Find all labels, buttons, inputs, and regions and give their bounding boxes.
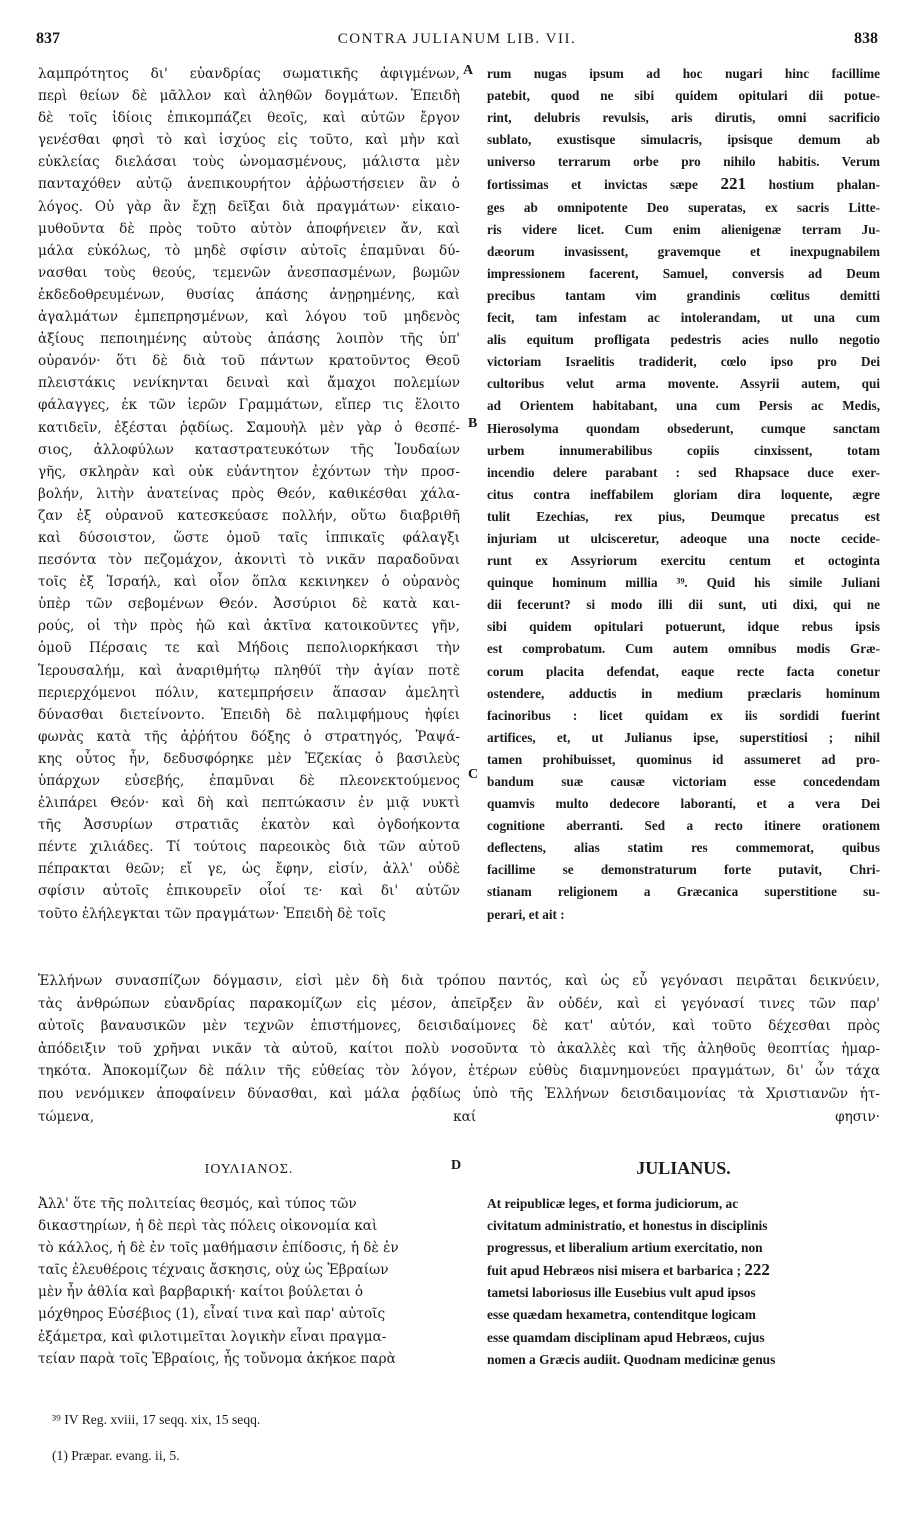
latin-text-line: fecit, tam infestam ac intolerandam, ut una cum (487, 310, 880, 326)
greek-text-line: ἐλιπάρει Θεόν· καὶ δὴ καὶ πεπτώκασιν ἐν μιᾷ νυκτὶ (38, 795, 460, 812)
greek-text-line: τοῦτο ἐλήλεγκται τῶν πραγμάτων· Ἐπειδὴ δὲ τοῖς (38, 905, 386, 922)
latin-column (487, 63, 880, 926)
footnote: ³⁹ IV Reg. xviii, 17 seqq. xix, 15 seqq. (52, 1412, 261, 1427)
column-number-marker: 221 (720, 174, 746, 194)
greek-text-line: τείαν παρὰ τοῖς Ἑβραίοις, ἧς τοὔνομα ἀκήκοε παρὰ (38, 1350, 396, 1367)
greek-text-line: τώμενα, καί φησιν· (38, 1108, 880, 1125)
greek-text-line: βολήν, λιτὴν ἀνατείνας πρὸς Θεόν, καθικέσθαι χάλα- (38, 485, 460, 502)
greek-text-line: αὐτοῖς βαναυσικῶν μὲν τεχνῶν ἐπιστήμονες, δεισιδαίμονες δὲ κατ' αὐτόν, καὶ τοῦτο δέχεσθαι πρὸς (38, 1018, 880, 1035)
greek-text-line: εὐκλείας διελάσαι τοὺς ὠνομασμένους, μάλιστα μὲν (38, 154, 460, 171)
latin-text-line: facinoribus : licet quidam ex iis sordidi fuerint (487, 707, 880, 723)
latin-text-line: quamvis multo dedecore laborantí, et a vera Dei (487, 796, 880, 812)
greek-text-line: ἑξάμετρα, καὶ φιλοτιμεῖται λογικὴν εἶναι πραγμα- (38, 1328, 387, 1345)
latin-text-line: universo terrarum orbe pro nihilo habitis. Verum (487, 154, 880, 170)
greek-text-line: κατιδεῖν, ἐξέσται ῥᾳδίως. Σαμουὴλ μὲν γὰρ ὁ θεσπέ- (38, 419, 460, 436)
greek-text-line: δὲ τοῖς ἰδίοις ἐπικομπάζει θεοῖς, καὶ αὐτῶν ἔργον (38, 110, 460, 127)
greek-text-line: πανταχόθεν αὐτῷ ἀνεπικουρήτον ἀῤῥωστήσειεν ἂν ὁ (38, 176, 460, 193)
greek-text-line: ὑπὲρ τῶν σεβομένων Θεόν. Ἀσσύριοι δὲ κατὰ και- (38, 596, 460, 613)
left-page-number: 837 (36, 30, 60, 47)
latin-text-line: esse quamdam disciplinam apud Hebræos, cujus (487, 1329, 765, 1345)
latin-text-line: victoriam Israelitis tradiderit, cœlo ipso pro Dei (487, 354, 880, 370)
greek-text-line: Ἱερουσαλήμ, καὶ ἀναριθμήτῳ πληθύϊ τὴν ἁγίαν ποτὲ (38, 662, 460, 679)
greek-column (38, 63, 460, 925)
latin-text-line: nomen a Græcis audiit. Quodnam medicinæ genus (487, 1351, 776, 1367)
greek-text-line: ἐκδεδοθρευμένων, θυσίας ἁπάσης ἀνῃρημένης, καὶ (38, 286, 460, 303)
latin-text-line: runt ex Assyriorum exercitu centum et octoginta (487, 553, 880, 569)
greek-text-line: σιος, ἀλλοφύλων καταστρατευκότων τῆς Ἰουδαίων (38, 441, 460, 458)
greek-text-line: νασθαι τοὺς θεούς, τεμενῶν ἀνεσπασμένων, βωμῶν (38, 264, 460, 281)
greek-text-line: ἀπόδειξιν τοῦ χρῆναι νικᾶν τὰ αὐτοῦ, καίτοι πολὺ νοσοῦντα τὸ ἀκαλλὲς καὶ τῆς ἀληθοῦς θεοπτίας ἡμαρ- (38, 1040, 880, 1057)
footnote: (1) Præpar. evang. ii, 5. (52, 1448, 180, 1463)
latin-text-line: bandum suæ causæ victoriam esse concedendam (487, 774, 880, 789)
greek-column-lower (38, 1193, 460, 1370)
margin-letter-d: D (451, 1158, 462, 1173)
greek-text-line: πεσόντα τὸν πεζομάχον, ἀκονιτὶ τὸ νικᾶν παραδοῦναι (38, 552, 460, 569)
greek-text-line: ρούς, οἱ τὴν πρὸς ἠῶ καὶ ἀκτῖνα κατοικοῦντες γῆν, (38, 618, 460, 635)
latin-text-line: ges ab omnipotente Deo superatas, ex sacris Litte- (487, 199, 880, 215)
greek-section-heading: ΙΟΥΛΙΑΝΟΣ. (204, 1162, 294, 1177)
greek-text-line: ταῖς ἐλευθέροις τέχναις ἄσκησις, οὐχ ὡς Ἑβραίων (38, 1262, 389, 1279)
latin-text-line: incendio delere parabant : sed Rhapsace duce exer- (487, 464, 880, 480)
greek-text-line: φωνὰς κατὰ τῆς ἀῤῥήτου δόξης ὁ στρατηγός, Ῥαψά- (38, 728, 460, 745)
latin-text-line: ostendere, adductis in medium præclaris hominum (487, 685, 880, 701)
greek-text-line: πλειστάκις νενίκηνται δειναὶ καὶ ἄμαχοι πολεμίων (38, 375, 460, 392)
latin-text-line: est comprobatum. Cum autem omnibus modis Græ- (487, 641, 880, 657)
greek-text-line: ἀξίους πεποιημένης αὐτοὺς ἁπάσης λοιπὸν τῆς ὑπ' (38, 331, 460, 348)
latin-text-line: precibus tantam vim grandinis cœlitus demitti (487, 287, 880, 303)
greek-text-line: περιερχόμενοι πόλιν, κατεμπρήσειν ἅπασαν ἀμελητὶ (38, 684, 460, 701)
greek-text-line: ὁμοῦ Πέρσαις τε καὶ Μήδοις πεπολιορκήκασι τὴν (38, 640, 460, 657)
greek-text-line: μόχθηρος Εὐσέβιος (1), εἶναί τινα καὶ παρ' αὐτοῖς (38, 1306, 386, 1323)
greek-text-line: τῆς Ἀσσυρίων στρατιᾶς ἑκατὸν καὶ ὀγδοήκοντα (38, 817, 460, 834)
greek-text-line: περὶ θείων δὲ μᾶλλον καὶ ἀληθῶν δογμάτων. Ἐπειδὴ (38, 88, 460, 105)
greek-text-line: φάλαγγες, ἐκ τῶν ἱερῶν Γραμμάτων, εἴπερ τις ἕλοιτο (38, 397, 460, 414)
latin-text-line: facillime se demonstraturum forte putavit, Chri- (487, 862, 880, 878)
greek-text-line: Ἑλλήνων συνασπίζων δόγμασιν, εἰσὶ μὲν δὴ διὰ τρόπου παντός, καὶ ὡς εὖ γεγόνασι πειρᾶται δεικνύειν, (38, 973, 880, 989)
latin-text-line: civitatum administratio, et honestus in disciplinis (487, 1218, 768, 1234)
latin-text-line: ris videre licet. Cum enim alienigenæ terram Ju- (487, 221, 880, 237)
latin-text-line: sublato, exustisque simulacris, ipsisque demum ab (487, 132, 880, 148)
greek-text-line: γενέσθαι φησὶ τὸ καὶ ἰσχύος εἰς τοῦτο, καὶ μὴν καὶ (38, 132, 460, 149)
greek-text-line: δικαστηρίων, ἡ δὲ περὶ τὰς πόλεις οἰκονομία καὶ (38, 1218, 378, 1235)
greek-text-line: τὰς ἀνθρώπων εὐανδρίας παρακομίζων εἰς μέσον, ἀπεῖρξεν ἂν οὐδέν, καὶ εἰ γεγόνασί τινες τῶν παρ' (38, 995, 880, 1012)
greek-text-line: σφίσιν αὐτοῖς ἐπικουρεῖν οἷοί τε· καὶ δι' αὐτῶν (38, 883, 460, 900)
greek-text-line: κης οὗτος ἦν, δεδυσφόρηκε μὲν Ἐζεκίας ὁ βασιλεὺς (38, 750, 460, 767)
greek-text-line: μάλα εὐκόλως, τὸ μηδὲ σφίσιν αὐτοῖς ἐπαμῦναι δύ- (38, 242, 460, 259)
latin-text-line: fortissimas et invictas sæpe 221 hostium phalan- (487, 174, 880, 194)
latin-text-line: tamen prohibuisset, quominus id assumeret ad pro- (487, 751, 880, 767)
footnotes (52, 1402, 552, 1474)
latin-text-line: dæorum invasissent, gravemque et inexpugnabilem (487, 243, 880, 259)
running-title: CONTRA JULIANUM LIB. VII. (337, 31, 577, 47)
latin-text-line: urbem innumerabilibus copiis cinxissent, totam (487, 442, 880, 458)
greek-text-line: ἀγαλμάτων ἐμπεπρησμένων, καὶ λόγου τοῦ μηδενὸς (38, 309, 460, 326)
margin-letter-c: C (468, 767, 479, 782)
column-number-marker: 222 (744, 1260, 770, 1280)
greek-text-line: δύνασθαι διετείνοντο. Ἐπειδὴ δὲ παλιμφήμους ἠφίει (38, 706, 460, 723)
margin-letter-b: B (468, 416, 478, 431)
latin-text-line: artifices, et, ut Julianus ipse, superstitiosi ; nihil (487, 729, 880, 745)
latin-text-line: cultoribus velut arma movente. Assyrii autem, qui (487, 376, 880, 392)
greek-text-line: καὶ δύσοιστον, ὥστε ὁμοῦ ταῖς ἱππικαῖς φάλαγξι (38, 529, 460, 546)
greek-text-line: ὑπάρχων εὐσεβής, ἐπαμῦναι δὲ πλεονεκτούμενος (38, 773, 460, 789)
greek-text-line: τηκότα. Ἀποκομίζων δὲ πάλιν τῆς εὐθείας τὸν λόγον, ἑτέρων εὐθὺς διαμνημονεύει πραγμάτων, δι' ὧν τάχα (38, 1063, 880, 1080)
latin-text-line: At reipublicæ leges, et forma judiciorum, ac (487, 1196, 739, 1211)
latin-text-line: tametsi laboriosus ille Eusebius vult apud ipsos (487, 1285, 756, 1301)
latin-text-line: ad Orientem habitabant, una cum Persis ac Medis, (487, 398, 880, 414)
greek-text-line: λόγος. Οὐ γὰρ ἂν ἔχῃ δεῖξαι διὰ πραγμάτων· εἰκαιο- (38, 198, 460, 215)
latin-text-line: alis equitum profligata pedestris acies nullo negotio (487, 332, 880, 348)
latin-text-line: stianam religionem a Græcanica superstitione su- (487, 884, 880, 900)
latin-text-line: rum nugas ipsum ad hoc nugari hinc facillime (487, 66, 880, 81)
greek-text-line: ζαν ἐξ οὐρανοῦ κατεσκεύασε πολλήν, οὕτω διαβριθῆ (38, 507, 460, 524)
greek-text-line: πέντε χιλιάδες. Τί τούτοις παρεοικὸς διὰ τῶν αὐτοῦ (38, 839, 460, 856)
running-head (36, 30, 878, 60)
right-page-number: 838 (853, 30, 878, 47)
greek-text-line: που νενόμικεν ἀποφαίνειν δύνασθαι, καὶ μάλα ῥᾳδίως ὑπὸ τῆς Ἑλλήνων δεισιδαιμονίας τὰ Χριστιανῶν ἡτ- (38, 1085, 880, 1102)
latin-text-line: citus contra ineffabilem gloriam dira loquente, ægre (487, 486, 880, 502)
latin-text-line: rint, delubris revulsis, aris dirutis, omni sacrificio (487, 110, 880, 126)
latin-text-line: tulit Ezechias, rex pius, Deumque precatus est (487, 508, 880, 524)
greek-text-line: οὐρανόν· ὅτι δὲ διὰ τοῦ πάντων κρατοῦντος Θεοῦ (38, 353, 460, 370)
latin-text-line: deflectens, alias statim res commemorat, quibus (487, 840, 880, 856)
latin-text-line: dii fecerunt? si modo illi dii sunt, uti dixi, qui ne (487, 597, 880, 613)
latin-text-line: impressionem facerent, Samuel, conversis ad Deum (487, 265, 880, 281)
latin-text-line: patebit, quod ne sibi quidem opitulari dii potue- (487, 88, 880, 104)
latin-text-line: esse quædam hexametra, contenditque logicam (487, 1307, 756, 1323)
latin-text-line: quinque hominum millia ³⁹. Quid his simile Juliani (487, 575, 880, 591)
greek-text-line: λαμπρότητος δι' εὐανδρίας σωματικῆς ἀφιγμένων, (38, 66, 460, 82)
greek-text-line: τὸ κάλλος, ἡ δὲ ἐν τοῖς μαθήμασιν ἐπίδοσις, ἡ δὲ ἐν (38, 1240, 399, 1257)
greek-text-line: πέπρακται θεῶν; εἴ γε, ὡς ἔφην, εἰσίν, ἀλλ' οὐδὲ (38, 861, 460, 878)
latin-text-line: cognitione aberranti. Sed a recto itinere orationem (487, 818, 880, 834)
greek-text-line: μὲν ἦν ἀθλία καὶ βαρβαρική· καίτοι βούλεται ὁ (38, 1284, 364, 1301)
greek-text-line: γῆς, σκληρὰν καὶ οὐκ εὐάντητον ἐχόντων τὴν προσ- (38, 463, 460, 480)
latin-text-line: injuriam ut ulcisceretur, adeoque una nocte cecide- (487, 530, 880, 546)
latin-text-line: corum placita defendat, eaque recte facta conetur (487, 663, 880, 679)
greek-text-line: μυθοῦντα δὲ πρὸς τοῦτο αὐτὸν ἀποφήνειεν ἄν, καὶ (38, 220, 460, 237)
latin-section-heading: JULIANUS. (636, 1158, 731, 1178)
full-width-greek-text (38, 970, 880, 1128)
latin-text-line: sibi quidem opitulari potuerunt, idque rebus ipsis (487, 619, 880, 635)
latin-text-line: fuit apud Hebræos nisi misera et barbarica ; 222 (487, 1260, 770, 1280)
greek-text-line: τοῖς ἐξ Ἰσραήλ, καὶ οἷον ὅπλα κεκινηκεν ὁ οὐρανὸς (38, 574, 460, 591)
margin-letter-a: A (463, 63, 474, 78)
greek-text-line: Ἀλλ' ὅτε τῆς πολιτείας θεσμός, καὶ τύπος τῶν (38, 1196, 357, 1212)
latin-text-line: perari, et ait : (487, 906, 565, 922)
latin-column-lower (487, 1193, 880, 1371)
latin-text-line: Hierosolyma quondam obsederunt, cumque sanctam (487, 420, 880, 436)
latin-text-line: progressus, et liberalium artium exercitatio, non (487, 1240, 763, 1256)
